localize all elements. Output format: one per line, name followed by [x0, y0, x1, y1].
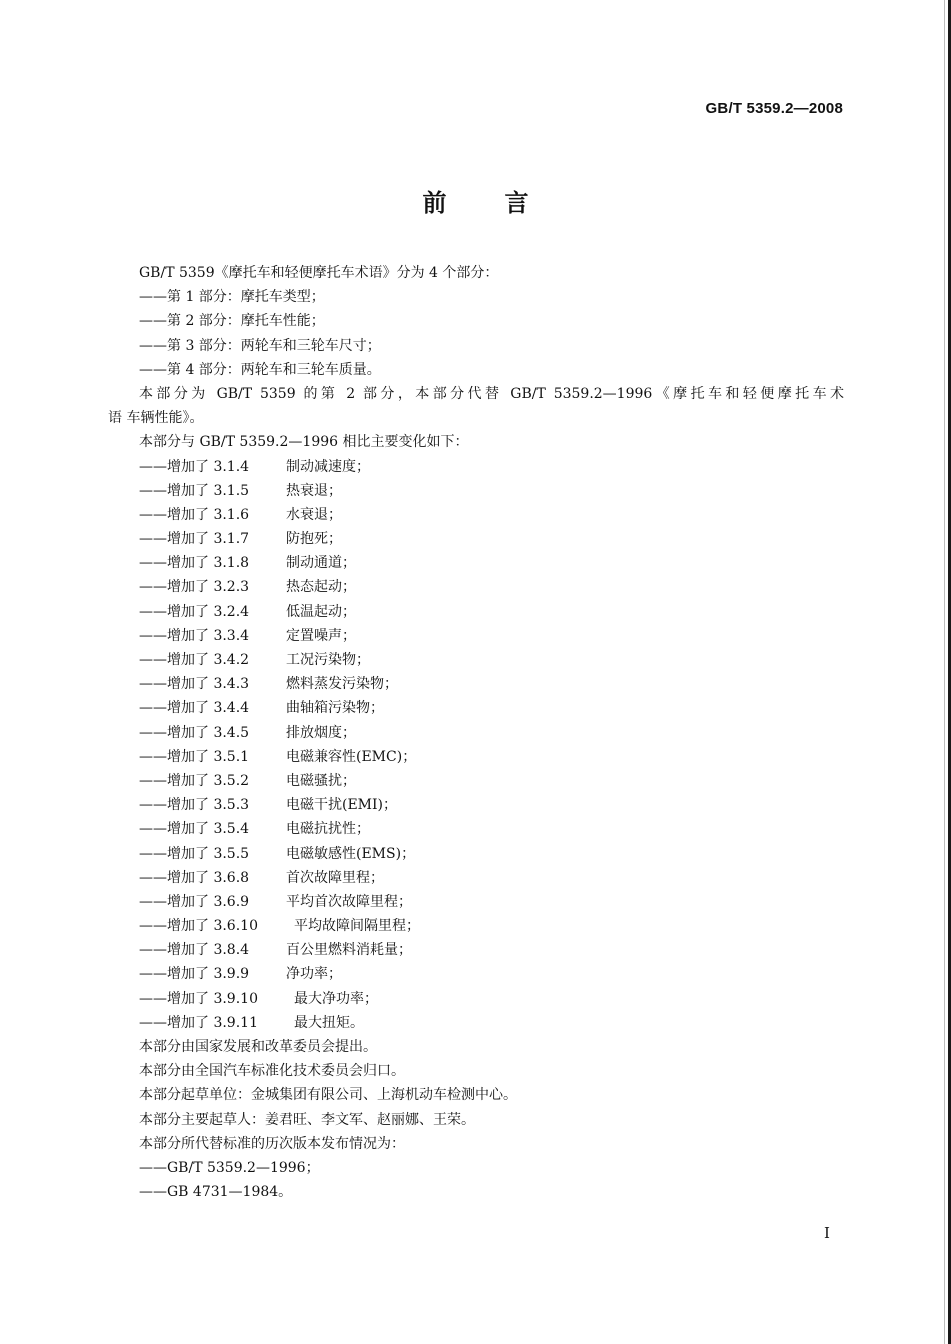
change-clause: ——增加了 3.4.3 [139, 676, 250, 693]
change-term: 首次故障里程； [286, 869, 384, 886]
change-clause: ——增加了 3.6.8 [139, 869, 250, 886]
change-term: 工况污染物； [286, 652, 370, 668]
change-item [108, 987, 844, 1011]
change-item [108, 962, 844, 986]
change-clause: ——增加了 3.1.6 [139, 506, 250, 523]
change-item [108, 866, 844, 890]
replace-paragraph-line2: 语 车辆性能》。 [108, 410, 204, 427]
change-term: 电磁抗扰性； [286, 821, 370, 838]
change-item [108, 503, 844, 527]
change-item [108, 455, 844, 479]
change-term: 平均首次故障里程； [286, 893, 412, 910]
change-term: 净功率； [286, 966, 342, 983]
change-term: 平均故障间隔里程； [294, 918, 420, 935]
change-term: 水衰退； [286, 506, 342, 523]
change-item [108, 672, 844, 696]
change-item [108, 600, 844, 624]
change-term: 曲轴箱污染物； [286, 700, 384, 717]
change-term: 热态起动； [286, 579, 356, 596]
change-term: 制动通道； [286, 555, 356, 572]
change-item [108, 938, 844, 962]
change-term: 燃料蒸发污染物； [286, 676, 398, 693]
footer-paragraph: 本部分主要起草人：姜君旺、李文军、赵丽娜、王荣。 [139, 1111, 475, 1128]
change-term: 电磁敏感性(EMS)； [286, 845, 416, 862]
change-clause: ——增加了 3.6.9 [139, 893, 250, 910]
change-item [108, 842, 844, 866]
change-clause: ——增加了 3.5.5 [139, 845, 250, 862]
change-item [108, 745, 844, 769]
change-term: 百公里燃料消耗量； [286, 942, 412, 959]
change-item [108, 721, 844, 745]
change-clause: ——增加了 3.1.4 [139, 458, 250, 475]
change-item [108, 479, 844, 503]
standard-number: GB/T 5359.2—2008 [705, 100, 843, 117]
change-term: 电磁干扰(EMI)； [286, 797, 398, 814]
change-clause: ——增加了 3.1.7 [139, 531, 250, 548]
change-item [108, 696, 844, 720]
change-item [108, 624, 844, 648]
history-item: ——GB 4731—1984。 [139, 1184, 293, 1201]
change-item [108, 890, 844, 914]
change-clause: ——增加了 3.1.8 [139, 555, 250, 572]
page-title: 前言 [422, 189, 587, 217]
change-clause: ——增加了 3.9.11 [139, 1014, 258, 1031]
change-item [108, 793, 844, 817]
replace-paragraph-line1: 本部分为 GB/T 5359 的第 2 部分，本部分代替 GB/T 5359.2—1996《摩托车和轻便摩托车术 [139, 385, 844, 402]
document-body [108, 261, 844, 1204]
change-clause: ——增加了 3.5.4 [139, 821, 250, 838]
change-clause: ——增加了 3.4.5 [139, 724, 250, 741]
change-item [108, 527, 844, 551]
change-clause: ——增加了 3.4.4 [139, 700, 250, 717]
footer-paragraph: 本部分所代替标准的历次版本发布情况为： [139, 1135, 405, 1152]
change-clause: ——增加了 3.9.10 [139, 990, 258, 1007]
change-clause: ——增加了 3.9.9 [139, 966, 250, 983]
change-clause: ——增加了 3.6.10 [139, 918, 258, 935]
change-clause: ——增加了 3.5.1 [139, 748, 250, 765]
change-clause: ——增加了 3.5.3 [139, 797, 250, 814]
change-item [108, 575, 844, 599]
change-clause: ——增加了 3.2.4 [139, 603, 250, 620]
footer-paragraph: 本部分由国家发展和改革委员会提出。 [139, 1039, 377, 1055]
change-term: 电磁兼容性(EMC)； [286, 748, 417, 765]
change-item [108, 648, 844, 672]
change-item [108, 551, 844, 575]
part-item: ——第 1 部分：摩托车类型； [139, 289, 325, 306]
change-clause: ——增加了 3.5.2 [139, 772, 250, 789]
change-term: 制动减速度； [286, 458, 370, 475]
change-item [108, 817, 844, 841]
change-term: 定置噪声； [286, 627, 356, 644]
change-item [108, 1011, 844, 1035]
change-term: 防抱死； [286, 531, 342, 548]
part-item: ——第 3 部分：两轮车和三轮车尺寸； [139, 337, 381, 354]
change-term: 最大扭矩。 [294, 1014, 364, 1031]
intro-paragraph: GB/T 5359《摩托车和轻便摩托车术语》分为 4 个部分： [139, 265, 499, 281]
change-clause: ——增加了 3.3.4 [139, 627, 250, 644]
change-clause: ——增加了 3.8.4 [139, 942, 250, 959]
changes-intro: 本部分与 GB/T 5359.2—1996 相比主要变化如下： [139, 434, 469, 451]
change-term: 排放烟度； [286, 724, 356, 741]
change-term: 最大净功率； [294, 990, 378, 1007]
history-item: ——GB/T 5359.2—1996； [139, 1159, 320, 1176]
change-clause: ——增加了 3.1.5 [139, 482, 250, 499]
change-clause: ——增加了 3.2.3 [139, 579, 250, 596]
part-item: ——第 4 部分：两轮车和三轮车质量。 [139, 361, 381, 378]
change-term: 电磁骚扰； [286, 772, 356, 789]
change-item [108, 914, 844, 938]
part-item: ——第 2 部分：摩托车性能； [139, 313, 325, 330]
change-term: 低温起动； [286, 603, 356, 620]
change-clause: ——增加了 3.4.2 [139, 652, 250, 668]
footer-paragraph: 本部分起草单位：金城集团有限公司、上海机动车检测中心。 [139, 1087, 517, 1104]
change-term: 热衰退； [286, 482, 342, 499]
change-item [108, 769, 844, 793]
page-number: I [824, 1224, 830, 1242]
footer-paragraph: 本部分由全国汽车标准化技术委员会归口。 [139, 1063, 405, 1080]
